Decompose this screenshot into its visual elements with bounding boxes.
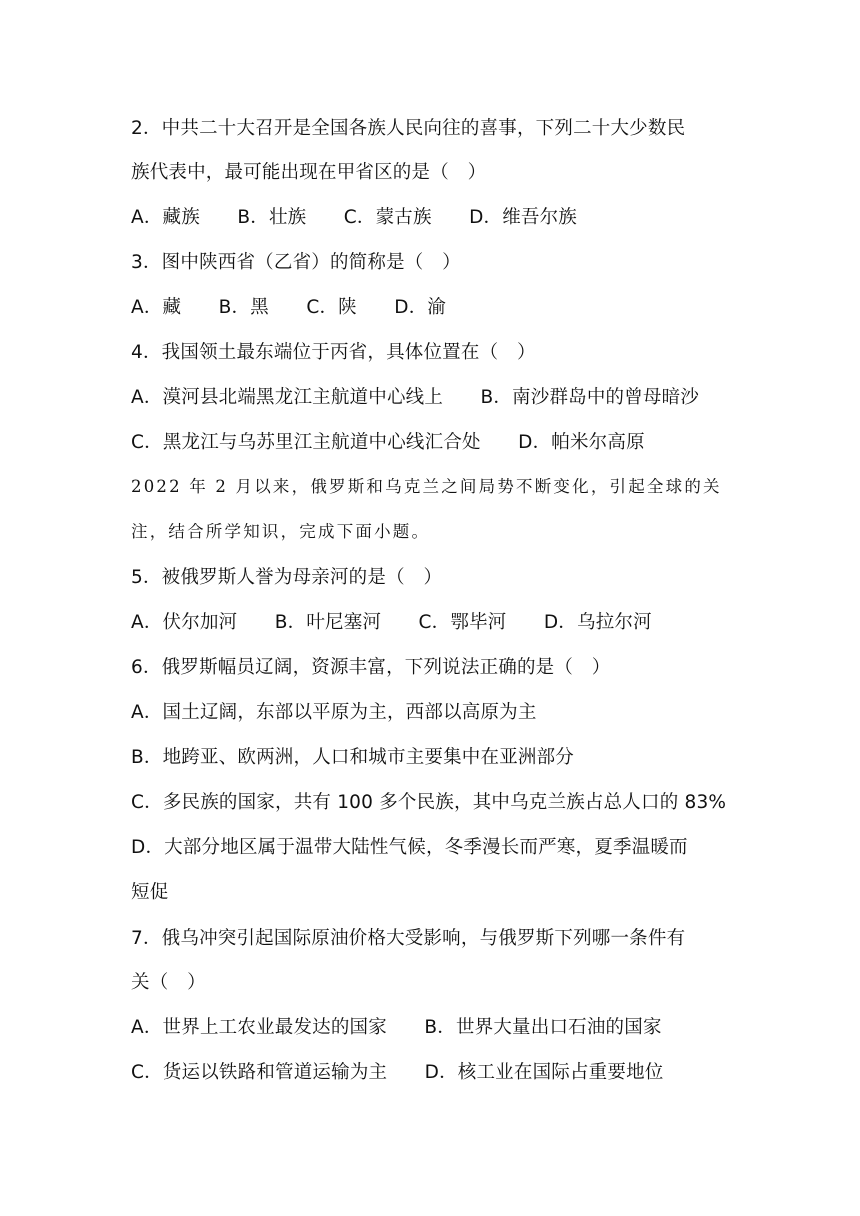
- q2-stem-line-1: 2．中共二十大召开是全国各族人民向往的喜事，下列二十大少数民: [131, 118, 686, 139]
- q6-option-c: C．多民族的国家，共有 100 多个民族，其中乌克兰族占总人口的 83%: [131, 792, 727, 813]
- q3-options: A．藏 B．黑 C．陕 D．渝: [131, 297, 447, 318]
- q7-options-line-1: A．世界上工农业最发达的国家 B．世界大量出口石油的国家: [131, 1017, 662, 1038]
- q6-option-a: A．国土辽阔，东部以平原为主，西部以高原为主: [131, 702, 537, 723]
- q5-options: A．伏尔加河 B．叶尼塞河 C．鄂毕河 D．乌拉尔河: [131, 612, 652, 633]
- q2-options: A．藏族 B．壮族 C．蒙古族 D．维吾尔族: [131, 207, 578, 228]
- q5-stem: 5．被俄罗斯人誉为母亲河的是（ ）: [131, 567, 443, 588]
- q2-stem-line-2: 族代表中，最可能出现在甲省区的是（ ）: [131, 162, 487, 183]
- q4-options-line-1: A．漠河县北端黑龙江主航道中心线上 B．南沙群岛中的曾母暗沙: [131, 387, 700, 408]
- intro-line-2: 注，结合所学知识，完成下面小题。: [131, 522, 431, 541]
- q6-option-d-line-2: 短促: [131, 882, 169, 903]
- q7-stem-line-2: 关（ ）: [131, 972, 206, 993]
- q7-options-line-2: C．货运以铁路和管道运输为主 D．核工业在国际占重要地位: [131, 1062, 664, 1083]
- q3-stem: 3．图中陕西省（乙省）的简称是（ ）: [131, 252, 461, 273]
- q7-stem-line-1: 7．俄乌冲突引起国际原油价格大受影响，与俄罗斯下列哪一条件有: [131, 928, 686, 949]
- q6-stem: 6．俄罗斯幅员辽阔，资源丰富，下列说法正确的是（ ）: [131, 657, 611, 678]
- q4-options-line-2: C．黑龙江与乌苏里江主航道中心线汇合处 D．帕米尔高原: [131, 432, 645, 453]
- intro-line-1: 2022 年 2 月以来，俄罗斯和乌克兰之间局势不断变化，引起全球的关: [131, 477, 722, 496]
- q6-option-d-line-1: D．大部分地区属于温带大陆性气候，冬季漫长而严寒，夏季温暖而: [131, 837, 688, 858]
- q6-option-b: B．地跨亚、欧两洲，人口和城市主要集中在亚洲部分: [131, 747, 574, 768]
- q4-stem: 4．我国领土最东端位于丙省，具体位置在（ ）: [131, 342, 536, 363]
